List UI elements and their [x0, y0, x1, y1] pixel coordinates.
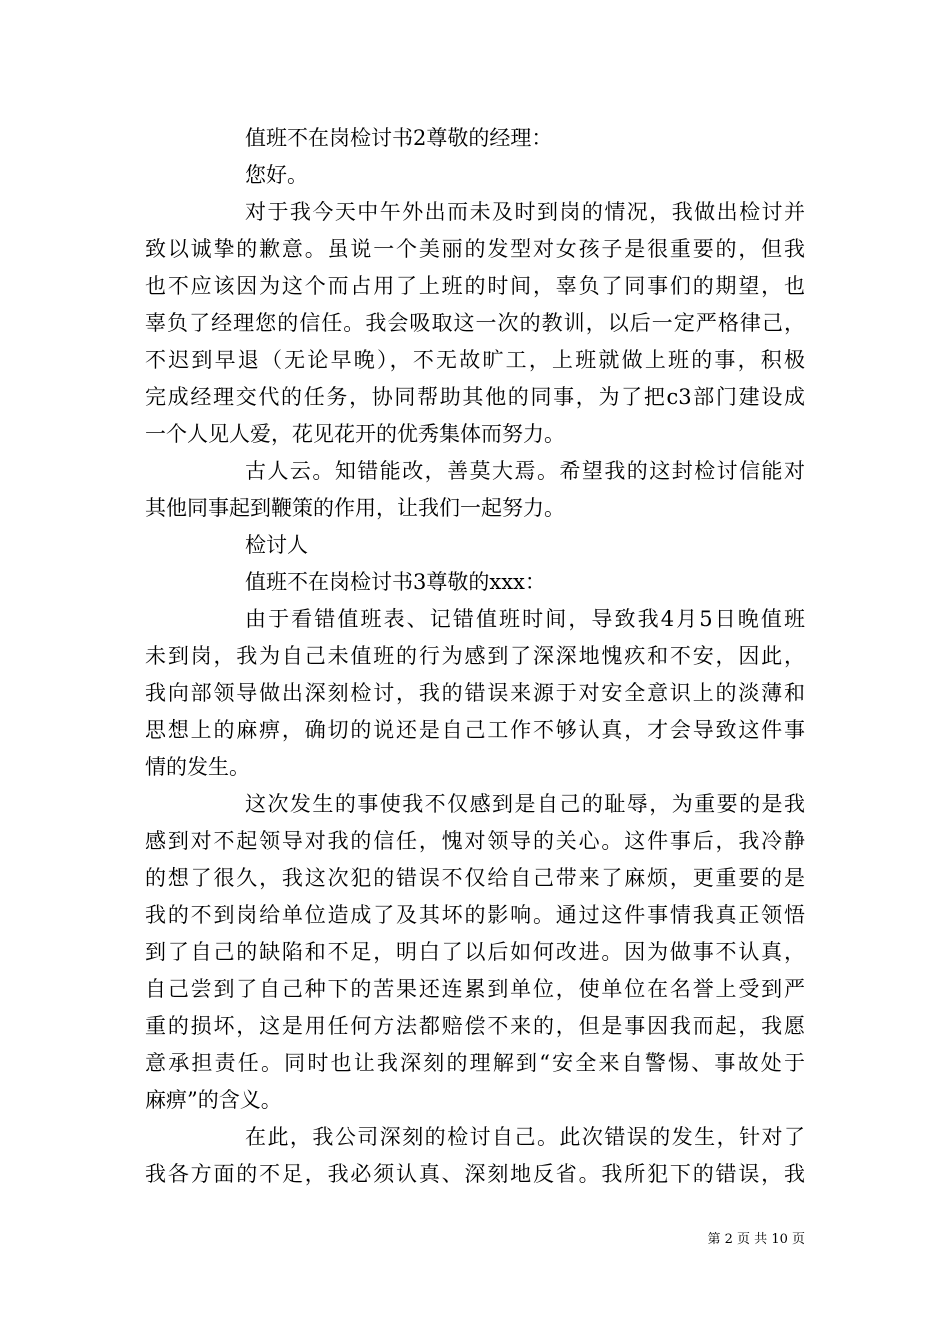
text-line: 古人云。知错能改，善莫大焉。希望我的这封检讨信能对	[245, 459, 805, 483]
text-line: 不迟到早退（无论早晚），不无故旷工，上班就做上班的事，积极	[145, 348, 805, 372]
text-line: 值班不在岗检讨书3尊敬的xxx：	[245, 570, 546, 594]
text-line: 一个人见人爱，花见花开的优秀集体而努力。	[145, 422, 565, 446]
text-line: 意承担责任。同时也让我深刻的理解到“安全来自警惕、事故处于	[145, 1051, 805, 1075]
document-body	[145, 120, 805, 1193]
text-line: 致以诚挚的歉意。虽说一个美丽的发型对女孩子是很重要的，但我	[145, 237, 805, 261]
text-line: 值班不在岗检讨书2尊敬的经理：	[245, 126, 553, 150]
text-line: 也不应该因为这个而占用了上班的时间，辜负了同事们的期望，也	[145, 274, 805, 298]
page-footer: 第 2 页 共 10 页	[707, 1232, 805, 1247]
text-line: 重的损坏，这是用任何方法都赔偿不来的，但是事因我而起，我愿	[145, 1014, 805, 1038]
text-line: 到了自己的缺陷和不足，明白了以后如何改进。因为做事不认真，	[145, 940, 805, 964]
text-line: 情的发生。	[145, 755, 250, 779]
text-line: 感到对不起领导对我的信任，愧对领导的关心。这件事后，我冷静	[145, 829, 805, 853]
text-line: 麻痹”的含义。	[145, 1088, 282, 1112]
text-line: 由于看错值班表、记错值班时间，导致我4月5日晚值班	[245, 607, 805, 631]
text-line: 的想了很久，我这次犯的错误不仅给自己带来了麻烦，更重要的是	[145, 866, 805, 890]
text-line: 我各方面的不足，我必须认真、深刻地反省。我所犯下的错误，我	[145, 1162, 805, 1186]
text-line: 在此，我公司深刻的检讨自己。此次错误的发生，针对了	[245, 1125, 805, 1149]
text-line: 对于我今天中午外出而未及时到岗的情况，我做出检讨并	[245, 200, 805, 224]
text-line: 您好。	[245, 163, 308, 187]
text-line: 其他同事起到鞭策的作用，让我们一起努力。	[145, 496, 565, 520]
text-line: 检讨人	[245, 533, 308, 557]
text-line: 我向部领导做出深刻检讨，我的错误来源于对安全意识上的淡薄和	[145, 681, 805, 705]
text-line: 未到岗，我为自己未值班的行为感到了深深地愧疚和不安，因此，	[145, 644, 805, 668]
text-line: 我的不到岗给单位造成了及其坏的影响。通过这件事情我真正领悟	[145, 903, 805, 927]
text-line: 自己尝到了自己种下的苦果还连累到单位，使单位在名誉上受到严	[145, 977, 805, 1001]
text-line: 这次发生的事使我不仅感到是自己的耻辱，为重要的是我	[245, 792, 805, 816]
text-line: 思想上的麻痹，确切的说还是自己工作不够认真，才会导致这件事	[145, 718, 805, 742]
text-line: 辜负了经理您的信任。我会吸取这一次的教训，以后一定严格律己，	[145, 311, 805, 335]
text-line: 完成经理交代的任务，协同帮助其他的同事，为了把c3部门建设成	[145, 385, 805, 409]
